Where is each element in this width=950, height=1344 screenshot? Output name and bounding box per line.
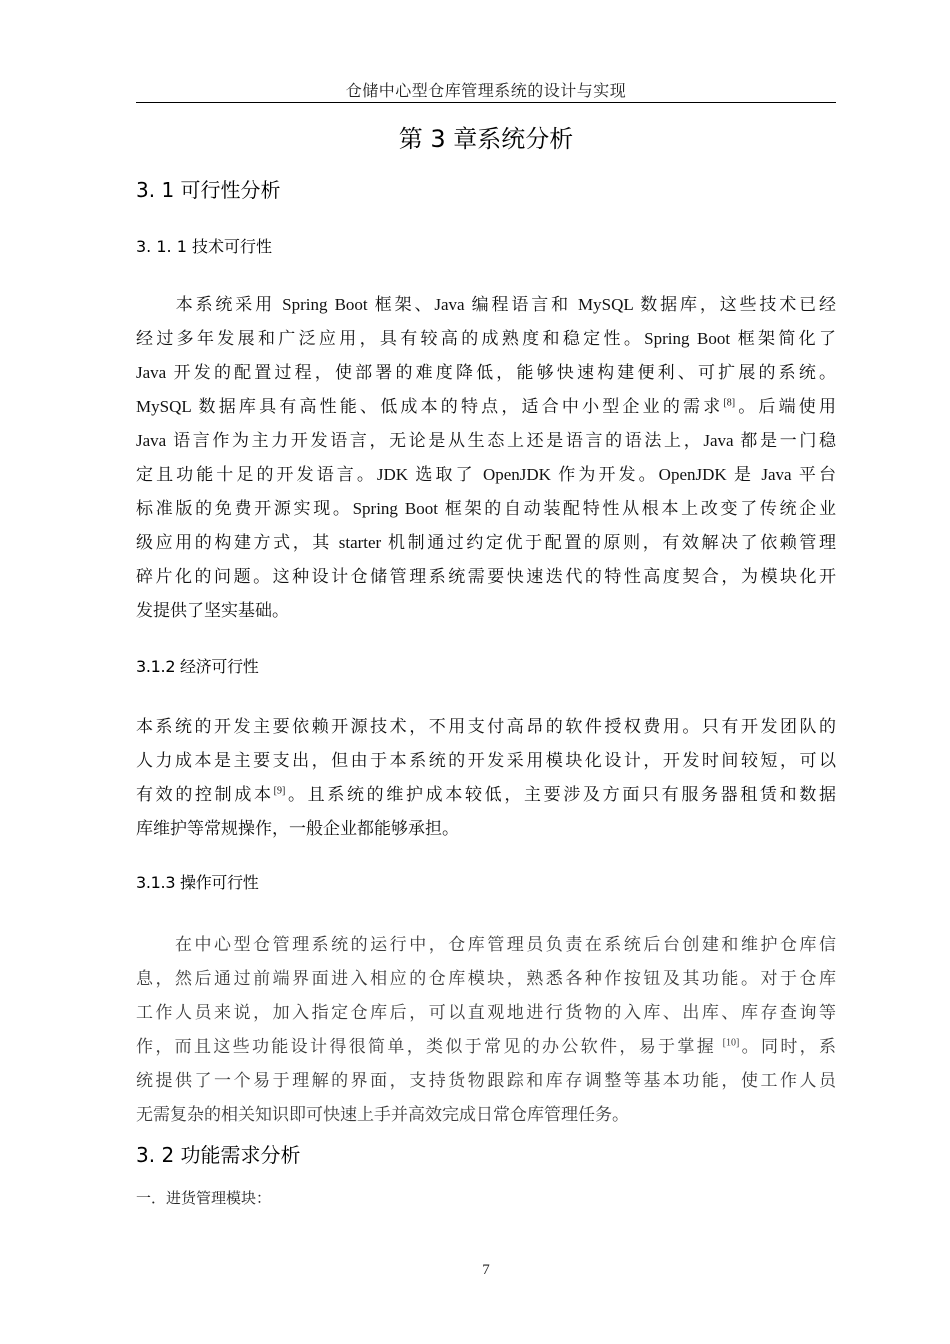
paragraph-line: 本系统采用 Spring Boot 框架、Java 编程语言和 MySQL 数据库，这些技术已经: [136, 295, 836, 314]
paragraph-line: 标准版的免费开源实现。Spring Boot 框架的自动装配特性从根本上改变了传统企业: [136, 499, 836, 518]
chapter-title: 第 3 章系统分析: [398, 125, 574, 153]
subsection-heading-3-1-2: 3.1.2 经济可行性: [136, 657, 259, 676]
paragraph-line: Java 语言作为主力开发语言，无论是从生态上还是语言的语法上，Java 都是一门稳: [136, 431, 836, 450]
line-text: 。且系统的维护成本较低，主要涉及方面只有服务器租赁和数据: [285, 785, 836, 804]
subsection-heading-3-1-3: 3.1.3 操作可行性: [136, 873, 259, 892]
line-text: 作，而且这些功能设计得很简单，类似于常见的办公软件，易于掌握: [136, 1037, 723, 1056]
paragraph-technical-feasibility: [136, 288, 836, 628]
subsection-heading-3-1-1: 3. 1. 1 技术可行性: [136, 237, 272, 256]
paragraph-line: Java 开发的配置过程，使部署的难度降低，能够快速构建便利、可扩展的系统。: [136, 363, 836, 382]
paragraph-line: 级应用的构建方式，其 starter 机制通过约定优于配置的原则，有效解决了依赖管理: [136, 533, 836, 552]
citation-ref: [8]: [723, 397, 736, 409]
paragraph-line: 在中心型仓管理系统的运行中，仓库管理员负责在系统后台创建和维护仓库信: [136, 935, 836, 954]
paragraph-economic-feasibility: [136, 710, 836, 846]
page-number: 7: [482, 1262, 490, 1278]
header-divider: [136, 102, 836, 103]
line-text: 有效的控制成本: [136, 785, 274, 804]
paragraph-line: [136, 778, 836, 812]
list-item-purchase-management: 一．进货管理模块：: [136, 1191, 272, 1207]
paragraph-line: 定且功能十足的开发语言。JDK 选取了 OpenJDK 作为开发。OpenJDK 是 Java 平台: [136, 465, 836, 484]
paragraph-line: 息，然后通过前端界面进入相应的仓库模块，熟悉各种作按钮及其功能。对于仓库: [136, 969, 836, 988]
line-text: 。同时，系: [739, 1037, 836, 1056]
section-heading-3-2: 3. 2 功能需求分析: [136, 1143, 301, 1167]
paragraph-line: 人力成本是主要支出，但由于本系统的开发采用模块化设计，开发时间较短，可以: [136, 751, 836, 770]
running-header: 仓储中心型仓库管理系统的设计与实现: [345, 81, 627, 100]
citation-ref: [9]: [273, 785, 286, 797]
section-heading-3-1: 3. 1 可行性分析: [136, 178, 281, 202]
paragraph-line: 本系统的开发主要依赖开源技术，不用支付高昂的软件授权费用。只有开发团队的: [136, 717, 836, 736]
paragraph-line: 经过多年发展和广泛应用，具有较高的成熟度和稳定性。Spring Boot 框架简化了: [136, 329, 836, 348]
paragraph-line: 碎片化的问题。这种设计仓储管理系统需要快速迭代的特性高度契合，为模块化开: [136, 567, 836, 586]
paragraph-line: 发提供了坚实基础。: [136, 601, 289, 620]
citation-ref: [10]: [722, 1037, 740, 1049]
paragraph-line: [136, 1030, 836, 1064]
paragraph-line: 工作人员来说，加入指定仓库后，可以直观地进行货物的入库、出库、库存查询等: [136, 1003, 836, 1022]
paragraph-operational-feasibility: [136, 928, 836, 1132]
paragraph-line: 统提供了一个易于理解的界面，支持货物跟踪和库存调整等基本功能，使工作人员: [136, 1071, 836, 1090]
paragraph-line: 库维护等常规操作，一般企业都能够承担。: [136, 819, 459, 838]
line-text: 。后端使用: [735, 397, 836, 416]
line-text: MySQL 数据库具有高性能、低成本的特点，适合中小型企业的需求: [136, 397, 724, 416]
paragraph-line: [136, 390, 836, 424]
paragraph-line: 无需复杂的相关知识即可快速上手并高效完成日常仓库管理任务。: [136, 1105, 629, 1124]
